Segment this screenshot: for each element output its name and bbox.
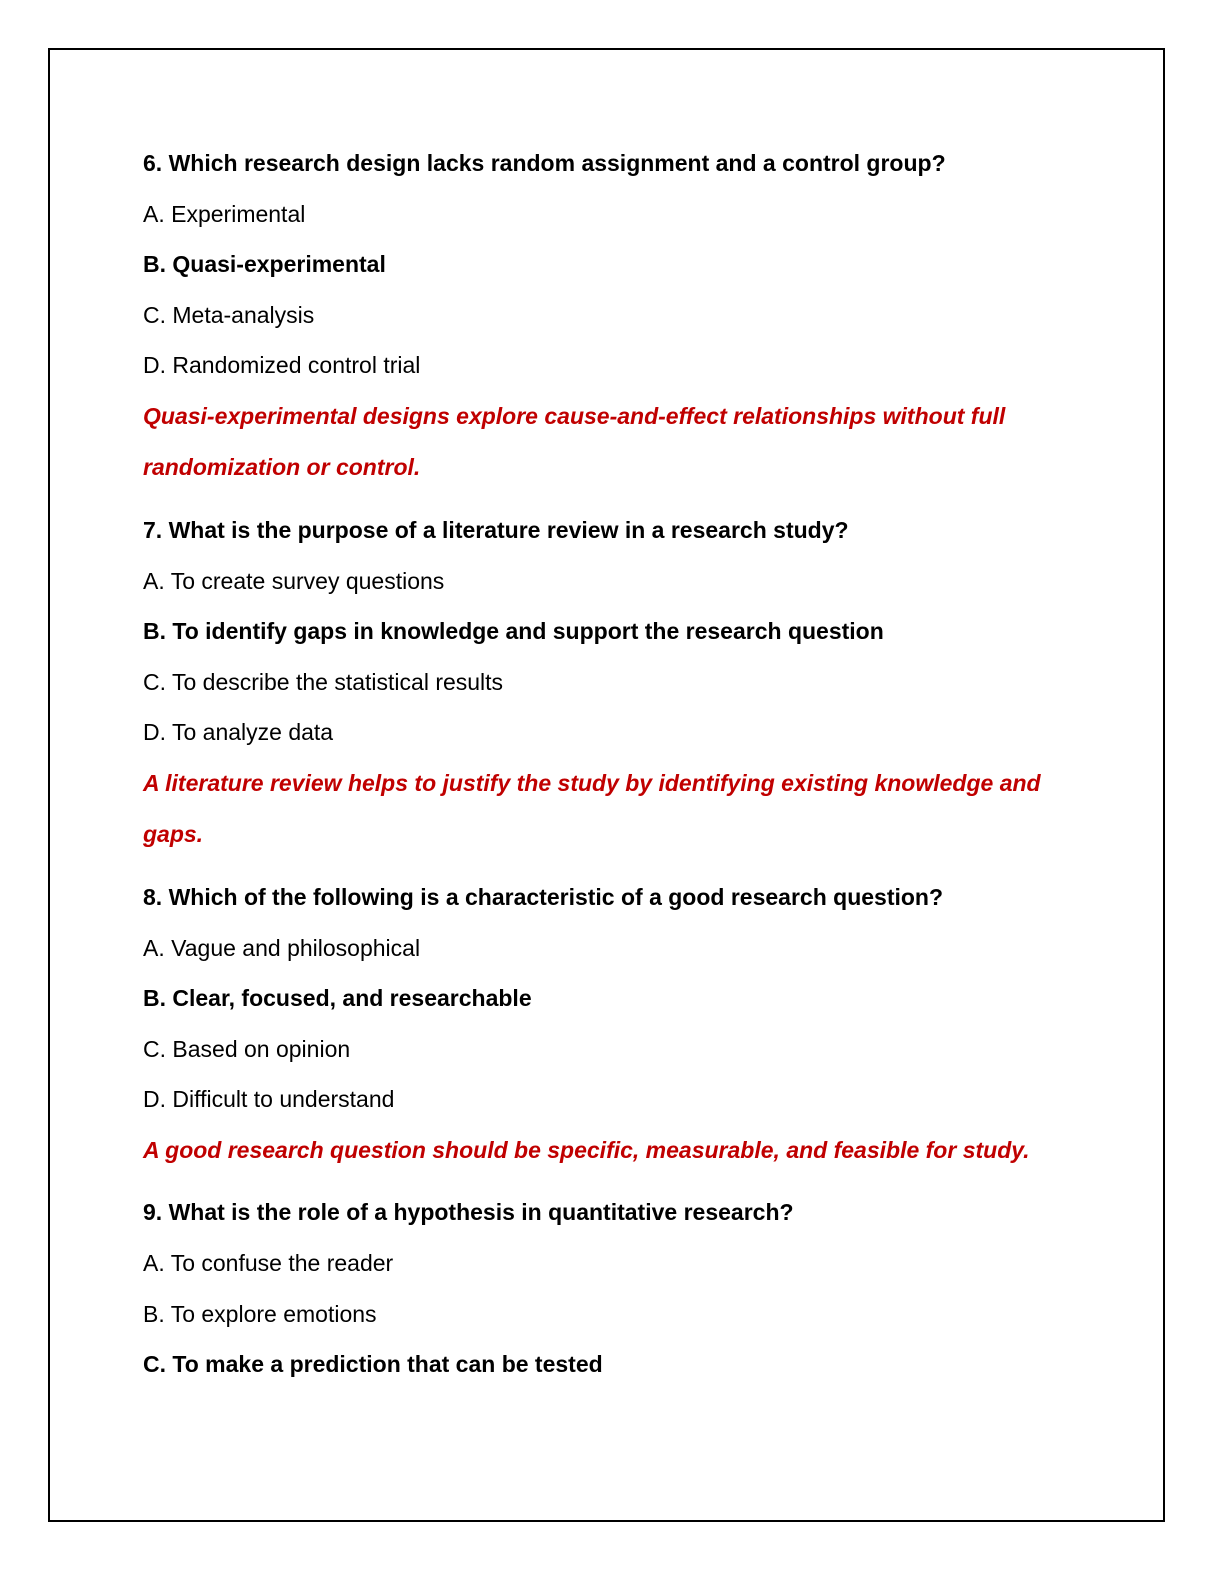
option-a: A. Vague and philosophical [143, 934, 421, 961]
option-d: D. Difficult to understand [143, 1086, 395, 1113]
option-b-correct: B. To identify gaps in knowledge and support the research question [143, 618, 884, 645]
question-6 [143, 138, 1103, 494]
option-a: A. To confuse the reader [143, 1250, 394, 1276]
option-c: C. To describe the statistical results [143, 668, 504, 695]
answer-explanation: Quasi-experimental designs explore cause-and-effect relationships without full randomization or control. [143, 402, 1006, 481]
answer-explanation: A good research question should be specific, measurable, and feasible for study. [143, 1136, 1030, 1163]
option-a: A. To create survey questions [143, 567, 445, 594]
document-content [143, 138, 1103, 1401]
question-9 [143, 1187, 1103, 1389]
option-d: D. Randomized control trial [143, 352, 421, 379]
option-c: C. Based on opinion [143, 1035, 351, 1062]
option-b-correct: B. Quasi-experimental [143, 251, 386, 278]
answer-explanation: A literature review helps to justify the study by identifying existing knowledge and gaps. [143, 769, 1041, 848]
question-title: 7. What is the purpose of a literature review in a research study? [143, 516, 849, 543]
option-a: A. Experimental [143, 200, 306, 227]
question-title: 8. Which of the following is a characteristic of a good research question? [143, 883, 944, 910]
question-8 [143, 872, 1103, 1176]
option-c: C. Meta-analysis [143, 301, 315, 328]
option-b-correct: B. Clear, focused, and researchable [143, 985, 532, 1012]
question-7 [143, 505, 1103, 861]
question-title: 6. Which research design lacks random assignment and a control group? [143, 150, 946, 176]
question-title: 9. What is the role of a hypothesis in quantitative research? [143, 1199, 794, 1226]
option-d: D. To analyze data [143, 719, 334, 746]
option-c-correct: C. To make a prediction that can be tested [143, 1351, 603, 1378]
option-b: B. To explore emotions [143, 1300, 377, 1327]
